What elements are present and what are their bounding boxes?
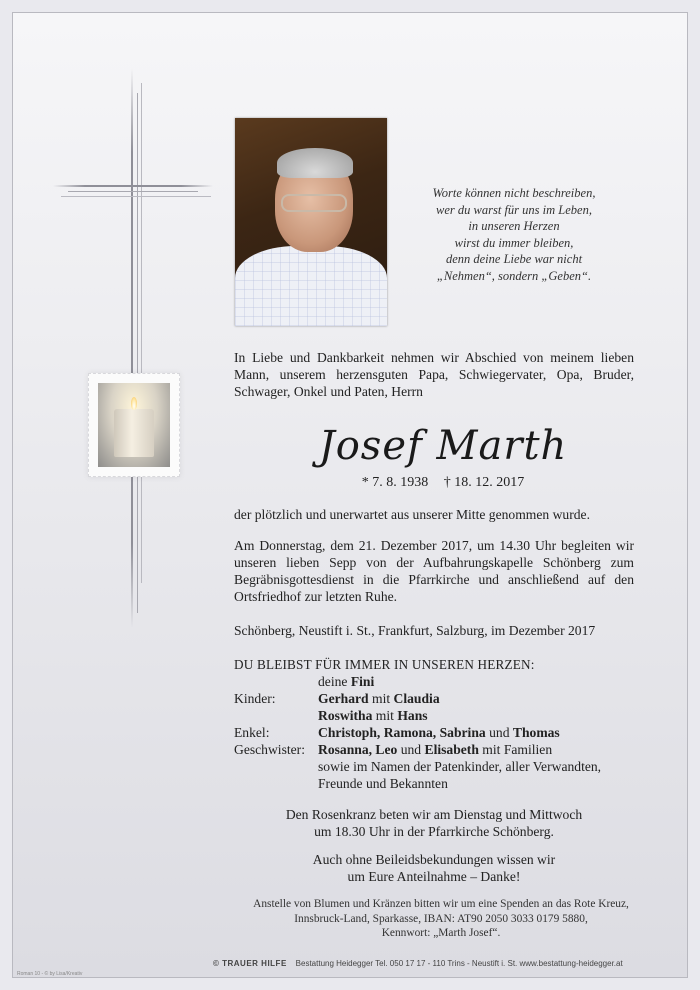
cross-beam	[53, 185, 213, 187]
funeral-text: Am Donnerstag, dem 21. Dezember 2017, um 14.30 Uhr begleiten wir unseren lieben Sepp von der Aufbahrungskapelle Schönberg zum Begräbnisgottesdienst in die Pfarrkirche und anschließend auf den Ortsfriedhof zur letzten Ruhe.	[234, 538, 634, 604]
family-heading: DU BLEIBST FÜR IMMER IN UNSEREN HERZEN:	[234, 657, 535, 672]
cross-decoration	[131, 68, 133, 628]
sudden-death-text: der plötzlich und unerwartet aus unserer Mitte genommen wurde.	[234, 507, 590, 522]
poem-line: Worte können nicht beschreiben,	[432, 186, 596, 200]
cross-beam	[61, 196, 211, 197]
candle-icon	[114, 409, 154, 457]
poem-line: in unseren Herzen	[468, 219, 560, 234]
rosary-text: Den Rosenkranz beten wir am Dienstag und Mittwoch um 18.30 Uhr in der Pfarrkirche Schönberg.	[285, 807, 583, 839]
candle-image	[88, 373, 180, 477]
design-credit: Roman 10 - © by Lisa/Kreativ	[17, 971, 83, 977]
poem-line: wer du warst für uns im Leben,	[436, 202, 592, 217]
poem-line: „Nehmen“, sondern „Geben“.	[436, 268, 592, 283]
death-date: † 18. 12. 2017	[443, 475, 525, 490]
donation-text: Anstelle von Blumen und Kränzen bitten wir um eine Spenden an das Rote Kreuz, Innsbruck-Land, Sparkasse, IBAN: AT90 2050 3033 0179 5880, Kennwort: „Marth Josef“.	[253, 898, 629, 940]
place-date: Schönberg, Neustift i. St., Frankfurt, Salzburg, im Dezember 2017	[234, 623, 596, 638]
cross-line	[141, 83, 142, 583]
condolence-text: Auch ohne Beileidsbekundungen wissen wir um Eure Anteilnahme – Danke!	[312, 852, 556, 884]
intro-text: In Liebe und Dankbarkeit nehmen wir Abschied von meinem lieben Mann, unserem herzensguten Papa, Schwiegervater, Opa, Bruder, Schwager, Onkel und Paten, Herrn	[234, 350, 634, 399]
poem-line: wirst du immer bleiben,	[454, 235, 574, 250]
poem	[405, 185, 623, 285]
footer-contact: Bestattung Heidegger Tel. 050 17 17 - 110 Trins - Neustift i. St. www.bestattung-heidegger.at	[295, 959, 623, 968]
obituary-sheet: Worte können nicht beschreiben, wer du warst für uns im Leben, in unseren Herzen wirst du immer bleiben, denn deine Liebe war nicht „Nehmen“, sondern „Geben“. In Liebe und Dankbarkeit nehmen wir Abschied von meinem lieben Mann, unserem herzensguten Papa, Schwiegervater, Opa, Bruder, Schwager, Onkel und Paten, Herrn Josef Marth * 7. 8. 1938 † 18. 12. 2017 der plötzlich und unerwartet aus unserer Mitte genommen wurde. Am Donnerstag, dem 21. Dezember 2017, um 14.30 Uhr begleiten wir unseren lieben Sepp von der Aufbahrungskapelle Schönberg zum Begräbnisgottesdienst in die Pfarrkirche und anschließend auf den Ortsfriedhof zur letzten Ruhe. Schönberg, Neustift i. St., Frankfurt, Salzburg, im Dezember 2017 DU BLEIBST FÜR IMMER IN UNSEREN HERZEN: deine Fini Kinder: Gerhard mit Claudia Roswitha mit Hans Enkel: Christoph, Ramona, Sabrina und Thomas Geschwister: Rosanna, Leo und Elisabeth mit Familien sowie im Namen der Patenkinder, aller Verwandten, Freunde und Bekannten Den Rosenkranz beten wir am Dienstag und Mittwoch um 18.30 Uhr in der Pfarrkirche Schönberg. Auch ohne Beileidsbekundungen wissen wir um Eure Anteilnahme – Danke! Anstelle von Blumen und Kränzen bitten wir um eine Spenden an das Rote Kreuz, Innsbruck-Land, Sparkasse, IBAN: AT90 2050 3033 0179 5880, Kennwort: „Marth Josef“. © TRAUER HILFE Bestattung Heidegger Tel. 050 17 17 - 110 Trins - Neustift i. St. www.bestattung-heidegger.at	[12, 12, 688, 978]
cross-line	[137, 93, 138, 613]
poem-line: denn deine Liebe war nicht	[445, 252, 583, 267]
footer	[213, 959, 683, 968]
flame-icon	[131, 397, 137, 410]
trauerhilfe-logo: © TRAUER HILFE	[213, 959, 287, 968]
deceased-name: Josef Marth	[318, 423, 568, 469]
portrait-photo	[235, 118, 387, 326]
cross-beam	[68, 191, 198, 192]
life-dates	[313, 475, 573, 491]
birth-date: * 7. 8. 1938	[361, 475, 429, 490]
